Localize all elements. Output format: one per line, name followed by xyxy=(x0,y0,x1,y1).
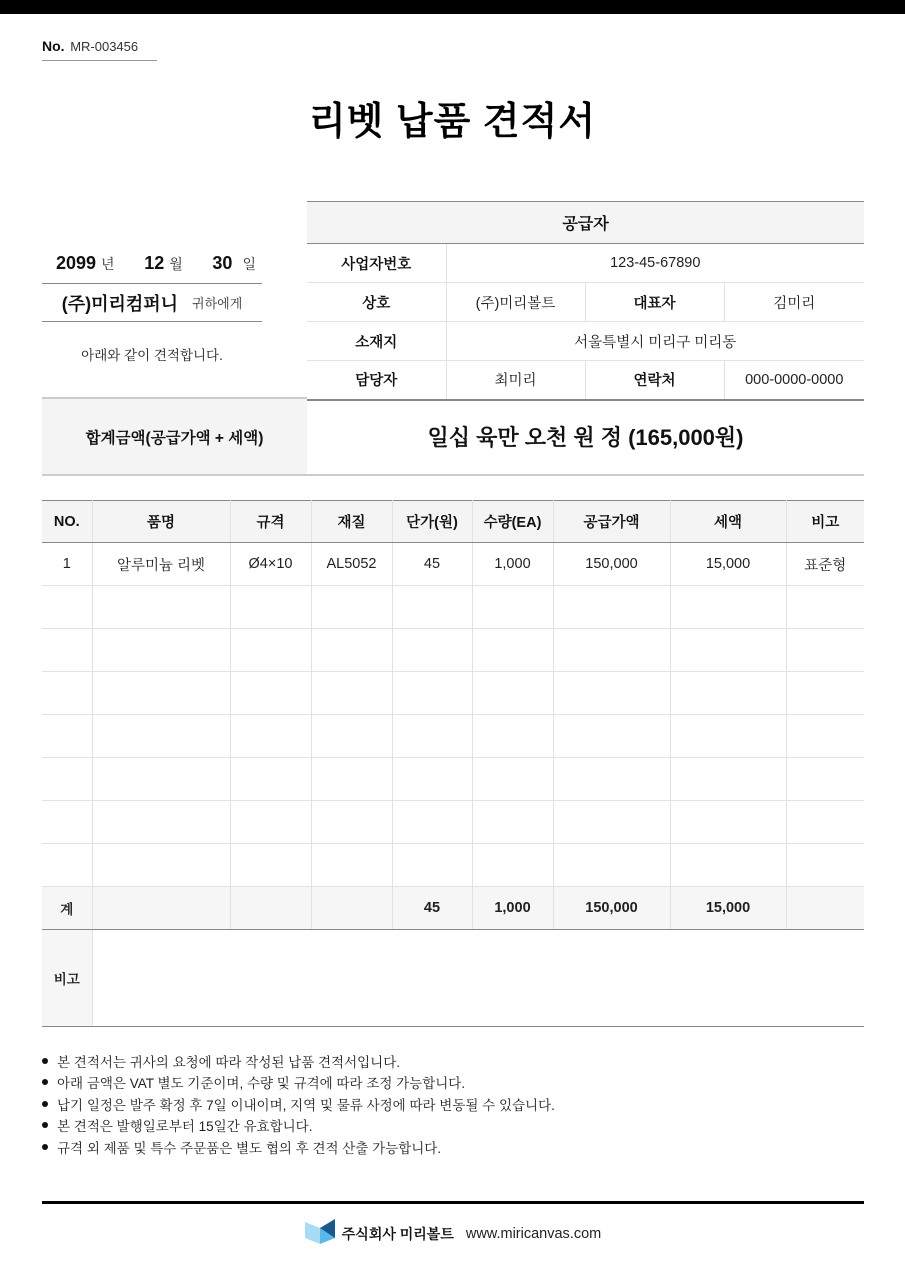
cell-quantity: 1,000 xyxy=(472,543,553,586)
recipient-company-name: (주)미리컴퍼니 xyxy=(61,293,179,314)
items-table xyxy=(42,500,864,1027)
cell-material: AL5052 xyxy=(311,543,392,586)
cell-empty xyxy=(786,672,864,715)
company-name-value: (주)미리볼트 xyxy=(446,283,585,322)
cell-item-name: 알루미늄 리벳 xyxy=(92,543,230,586)
cell-empty xyxy=(311,887,392,930)
date-day: 30 xyxy=(212,253,233,273)
table-row xyxy=(42,758,864,801)
cell-empty xyxy=(553,715,670,758)
cell-empty xyxy=(553,758,670,801)
cell-empty xyxy=(553,629,670,672)
total-amount-bar xyxy=(42,399,864,476)
contact-label: 연락처 xyxy=(585,361,724,400)
document-number-label: No. xyxy=(42,38,65,54)
cell-empty xyxy=(92,844,230,887)
recipient-company xyxy=(42,284,262,322)
remarks-row xyxy=(42,930,864,1027)
sum-quantity: 1,000 xyxy=(472,887,553,930)
items-header-row xyxy=(42,501,864,543)
business-no-value: 123-45-67890 xyxy=(446,244,864,283)
table-row xyxy=(42,629,864,672)
cell-empty xyxy=(786,887,864,930)
cell-empty xyxy=(392,586,472,629)
list-item: 본 견적서는 귀사의 요청에 따라 작성된 납품 견적서입니다. xyxy=(42,1050,555,1072)
document-number-value: MR-003456 xyxy=(70,39,139,54)
cell-empty xyxy=(472,629,553,672)
remarks-label: 비고 xyxy=(42,930,92,1027)
date-year: 2099 xyxy=(56,253,97,273)
cell-empty xyxy=(230,629,311,672)
table-row xyxy=(42,672,864,715)
cell-empty xyxy=(786,629,864,672)
recipient-block xyxy=(42,244,262,364)
cell-empty xyxy=(311,586,392,629)
cell-empty xyxy=(670,844,786,887)
cell-empty xyxy=(472,758,553,801)
top-bar xyxy=(0,0,905,14)
cell-tax: 15,000 xyxy=(670,543,786,586)
contact-value: 000-0000-0000 xyxy=(724,361,864,400)
footer xyxy=(0,1218,905,1249)
cell-empty xyxy=(311,672,392,715)
cell-empty xyxy=(42,801,92,844)
table-row xyxy=(42,844,864,887)
cell-empty xyxy=(311,629,392,672)
cell-empty xyxy=(786,715,864,758)
cell-empty xyxy=(230,758,311,801)
ceo-label: 대표자 xyxy=(585,283,724,322)
list-item: 본 견적은 발행일로부터 15일간 유효합니다. xyxy=(42,1115,555,1137)
cell-empty xyxy=(311,715,392,758)
cell-empty xyxy=(92,629,230,672)
cell-empty xyxy=(472,844,553,887)
supplier-heading: 공급자 xyxy=(307,202,864,244)
list-item: 아래 금액은 VAT 별도 기준이며, 수량 및 규격에 따라 조정 가능합니다. xyxy=(42,1072,555,1094)
cell-empty xyxy=(553,844,670,887)
cell-empty xyxy=(472,801,553,844)
cell-empty xyxy=(311,844,392,887)
cell-empty xyxy=(92,758,230,801)
footer-brand: 주식회사 미리볼트 xyxy=(341,1225,454,1242)
date-month: 12 xyxy=(144,253,165,273)
footer-url[interactable]: www.miricanvas.com xyxy=(465,1225,602,1242)
cell-empty xyxy=(42,586,92,629)
cell-empty xyxy=(92,715,230,758)
remarks-value xyxy=(92,930,864,1027)
issue-date xyxy=(42,244,262,284)
cell-empty xyxy=(230,844,311,887)
recipient-honorific: 귀하에게 xyxy=(192,296,243,311)
sum-supply-amount: 150,000 xyxy=(553,887,670,930)
col-supply-amount: 공급가액 xyxy=(553,501,670,543)
cell-empty xyxy=(230,715,311,758)
cell-empty xyxy=(786,844,864,887)
page-title: 리벳 납품 견적서 xyxy=(308,101,597,143)
intro-text: 아래와 같이 견적합니다. xyxy=(81,348,223,363)
col-item-name: 품명 xyxy=(92,501,230,543)
table-row xyxy=(42,801,864,844)
manager-value: 최미리 xyxy=(446,361,585,400)
footer-divider xyxy=(42,1201,864,1204)
date-day-unit: 일 xyxy=(242,256,256,272)
sum-row xyxy=(42,887,864,930)
notes-list xyxy=(42,1050,555,1158)
cube-logo-icon xyxy=(304,1218,336,1249)
cell-empty xyxy=(392,758,472,801)
cell-empty xyxy=(553,672,670,715)
cell-empty xyxy=(392,715,472,758)
cell-empty xyxy=(392,801,472,844)
total-amount-value: 일십 육만 오천 원 정 (165,000원) xyxy=(427,425,744,450)
col-tax: 세액 xyxy=(670,501,786,543)
cell-empty xyxy=(230,586,311,629)
cell-empty xyxy=(553,586,670,629)
cell-empty xyxy=(670,758,786,801)
col-no: NO. xyxy=(42,501,92,543)
cell-empty xyxy=(92,586,230,629)
table-row xyxy=(42,586,864,629)
cell-empty xyxy=(392,844,472,887)
cell-empty xyxy=(670,801,786,844)
cell-empty xyxy=(670,715,786,758)
col-remarks: 비고 xyxy=(786,501,864,543)
cell-empty xyxy=(230,672,311,715)
cell-empty xyxy=(472,672,553,715)
address-label: 소재지 xyxy=(307,322,446,361)
cell-spec: Ø4×10 xyxy=(230,543,311,586)
business-no-label: 사업자번호 xyxy=(307,244,446,283)
cell-empty xyxy=(92,887,230,930)
col-material: 재질 xyxy=(311,501,392,543)
cell-no: 1 xyxy=(42,543,92,586)
date-month-unit: 월 xyxy=(169,256,183,272)
col-unit-price: 단가(원) xyxy=(392,501,472,543)
cell-empty xyxy=(392,672,472,715)
cell-empty xyxy=(670,672,786,715)
cell-empty xyxy=(670,586,786,629)
col-quantity: 수량(EA) xyxy=(472,501,553,543)
cell-empty xyxy=(786,586,864,629)
cell-empty xyxy=(392,629,472,672)
cell-empty xyxy=(786,758,864,801)
cell-empty xyxy=(42,844,92,887)
supplier-table xyxy=(307,201,864,401)
cell-empty xyxy=(42,672,92,715)
table-row xyxy=(42,543,864,586)
cell-unit-price: 45 xyxy=(392,543,472,586)
address-value: 서울특별시 미리구 미리동 xyxy=(446,322,864,361)
cell-empty xyxy=(92,801,230,844)
ceo-value: 김미리 xyxy=(724,283,864,322)
cell-empty xyxy=(42,715,92,758)
cell-empty xyxy=(472,715,553,758)
cell-empty xyxy=(92,672,230,715)
cell-empty xyxy=(786,801,864,844)
company-name-label: 상호 xyxy=(307,283,446,322)
cell-empty xyxy=(42,629,92,672)
cell-empty xyxy=(311,758,392,801)
sum-label: 계 xyxy=(42,887,92,930)
cell-empty xyxy=(42,758,92,801)
sum-tax: 15,000 xyxy=(670,887,786,930)
cell-empty xyxy=(670,629,786,672)
cell-supply-amount: 150,000 xyxy=(553,543,670,586)
cell-empty xyxy=(553,801,670,844)
document-number xyxy=(42,38,157,61)
manager-label: 담당자 xyxy=(355,373,398,390)
total-amount-label: 합계금액(공급가액 + 세액) xyxy=(42,399,307,474)
sum-unit-price: 45 xyxy=(392,887,472,930)
cell-empty xyxy=(311,801,392,844)
cell-empty xyxy=(230,801,311,844)
table-row xyxy=(42,715,864,758)
cell-empty xyxy=(472,586,553,629)
list-item: 규격 외 제품 및 특수 주문품은 별도 협의 후 견적 산출 가능합니다. xyxy=(42,1136,555,1158)
date-year-unit: 년 xyxy=(101,256,115,272)
cell-remarks: 표준형 xyxy=(786,543,864,586)
cell-empty xyxy=(230,887,311,930)
list-item: 납기 일정은 발주 확정 후 7일 이내이며, 지역 및 물류 사정에 따라 변동될 수 있습니다. xyxy=(42,1093,555,1115)
col-spec: 규격 xyxy=(230,501,311,543)
